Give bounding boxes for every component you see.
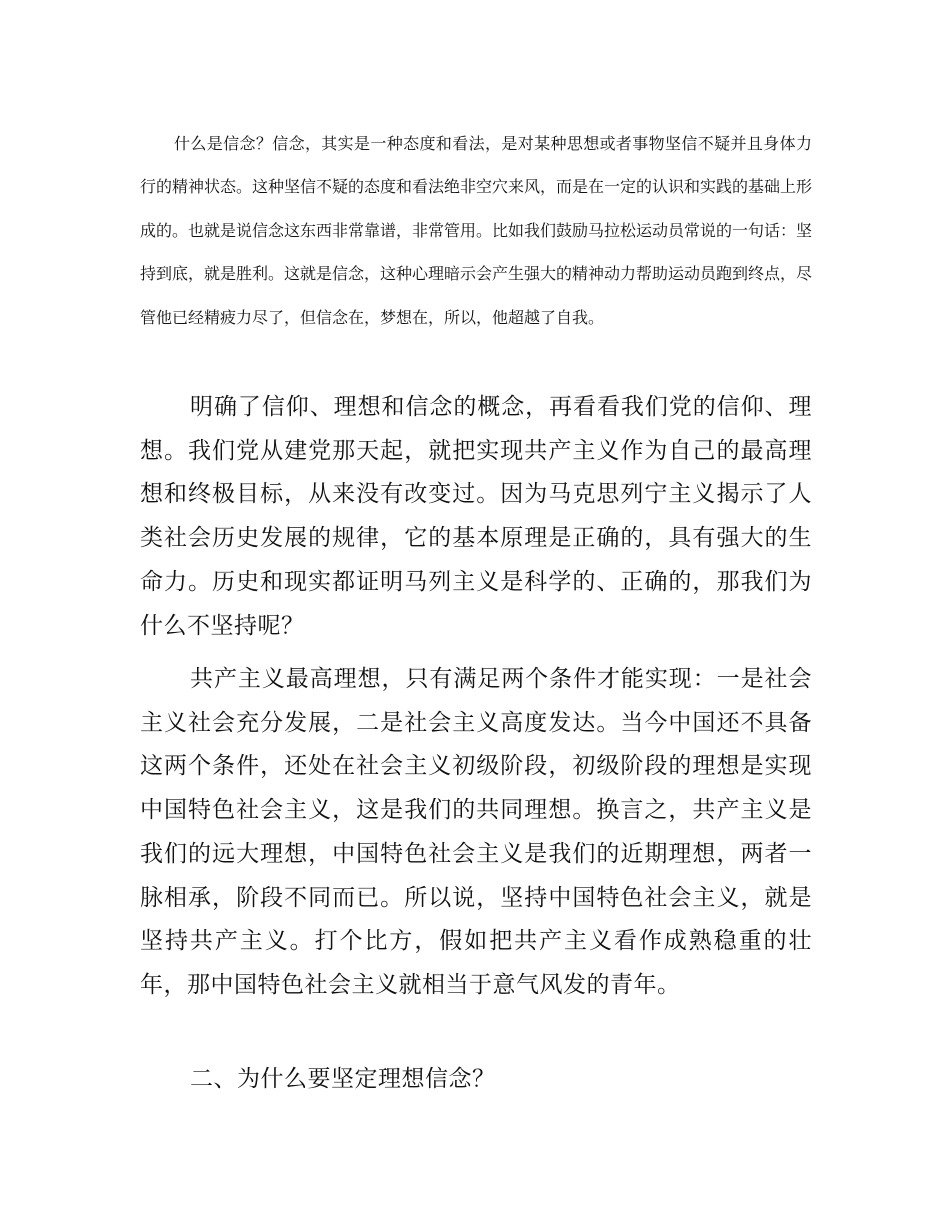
section-heading: 二、为什么要坚定理想信念？ [190, 1066, 496, 1092]
paragraph-communism-conditions: 共产主义最高理想，只有满足两个条件才能实现：一是社会主义社会充分发展，二是社会主义高度发达。当今中国还不具备这两个条件，还处在社会主义初级阶段，初级阶段的理想是实现中国特色社会主义，这是我们的共同理想。换言之，共产主义是我们的远大理想，中国特色社会主义是我们的近期理想，两者一脉相承，阶段不同而已。所以说，坚持中国特色社会主义，就是坚持共产主义。打个比方，假如把共产主义看作成熟稳重的壮年，那中国特色社会主义就相当于意气风发的青年。 [140, 666, 812, 998]
paragraph-belief-definition: 什么是信念？信念，其实是一种态度和看法，是对某种思想或者事物坚信不疑并且身体力行的精神状态。这种坚信不疑的态度和看法绝非空穴来风，而是在一定的认识和实践的基础上形成的。也就是说信念这东西非常靠谱，非常管用。比如我们鼓励马拉松运动员常说的一句话：坚持到底，就是胜利。这就是信念，这种心理暗示会产生强大的精神动力帮助运动员跑到终点，尽管他已经精疲力尽了，但信念在，梦想在，所以，他超越了自我。 [140, 134, 813, 327]
paragraph-party-ideals: 明确了信仰、理想和信念的概念，再看看我们党的信仰、理想。我们党从建党那天起，就把实现共产主义作为自己的最高理想和终极目标，从来没有改变过。因为马克思列宁主义揭示了人类社会历史发展的规律，它的基本原理是正确的，具有强大的生命力。历史和现实都证明马列主义是科学的、正确的，那我们为什么不坚持呢？ [140, 394, 812, 639]
